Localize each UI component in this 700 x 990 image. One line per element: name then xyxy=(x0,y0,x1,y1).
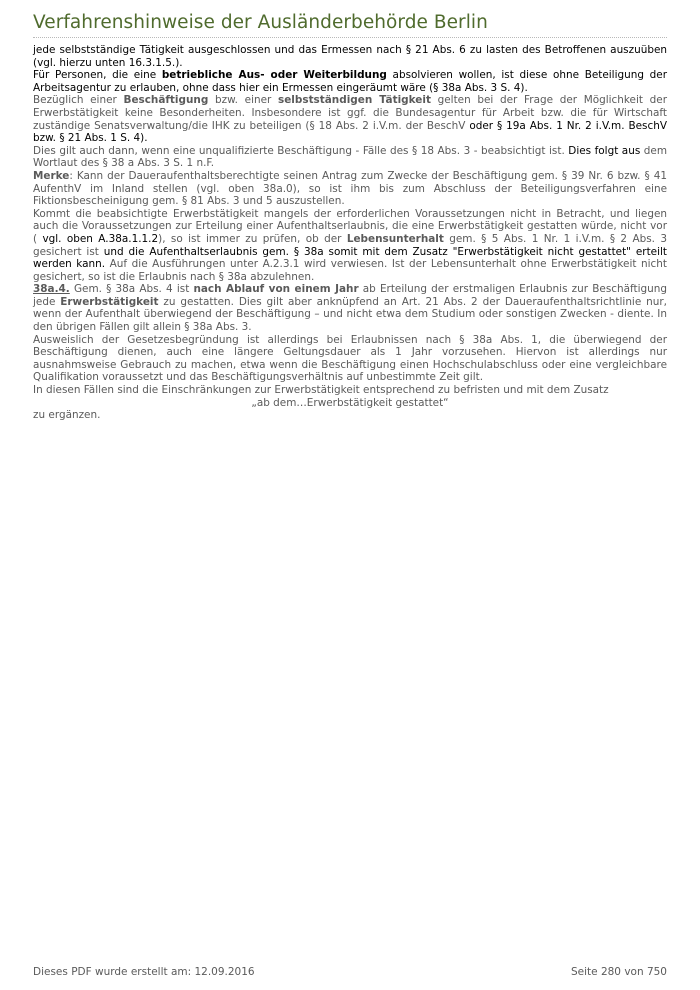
paragraph-2-text-b: absolvieren wollen, ist diese ohne Beteiligung der Arbeitsagentur zu erlauben, ohne dass hier ein Ermessen eingeräumt wäre (§ 38a Abs. 3 S. 4). xyxy=(33,69,667,94)
paragraph-4 xyxy=(33,145,667,170)
paragraph-10-text: „ab dem…Erwerbstätigkeit gestattet“ xyxy=(251,396,449,409)
paragraph-2-text-a: Für Personen, die eine xyxy=(33,69,162,82)
paragraph-5-text: : Kann der Daueraufenthaltsberechtigte seinen Antrag zum Zwecke der Beschäftigung gem. § 39 Nr. 6 bzw. § 41 AufenthV im Inland stellen (vgl. oben 38a.0), so ist ihm bis zum Abschluss der Beteiligungsverfahren eine Fiktionsbescheinigung gem. § 81 Abs. 3 und 5 auszustellen. xyxy=(33,169,667,208)
section-number: 38a.4. xyxy=(33,283,70,296)
paragraph-8 xyxy=(33,334,667,384)
paragraph-6-reference: vgl. oben A.38a.1.1.2 xyxy=(42,232,159,245)
paragraph-3-text-d: oder § 19a Abs. 1 Nr. 2 i.V.m. BeschV bzw. § 21 Abs. 1 S. 4). xyxy=(33,119,667,145)
paragraph-5 xyxy=(33,170,667,208)
paragraph-4-text-a: Dies gilt auch dann, wenn eine unqualifizierte Beschäftigung - Fälle des § 18 Abs. 3 - beabsichtigt ist. xyxy=(33,144,569,157)
paragraph-7-text-b: ab Erteilung der erstmaligen Erlaubnis zur Beschäftigung jede xyxy=(33,283,667,308)
paragraph-8-text: Ausweislich der Gesetzesbegründung ist allerdings bei Erlaubnissen nach § 38a Abs. 1, die überwiegend der Beschäftigung dienen, auch eine längere Geltungsdauer als 1 Jahr vorzusehen. Hiervon ist allerdings nur ausnahmsweise Gebrauch zu machen, etwa wenn die Beschäftigung einen Hochschulabschluss oder eine vergleichbare Qualifikation voraussetzt und das Beschäftigungsverhältnis auf unbestimmte Zeit gilt. xyxy=(33,333,667,384)
merke-label: Merke xyxy=(33,169,70,182)
paragraph-6-bold-a: Lebensunterhalt xyxy=(346,232,444,245)
paragraph-2 xyxy=(33,69,667,94)
paragraph-6-text-b: ), so ist immer zu prüfen, ob der xyxy=(158,232,347,245)
paragraph-7-text-c: zu gestatten. Dies gilt aber anknüpfend an Art. 21 Abs. 2 der Daueraufenthaltsrichtlinie nur, wenn der Aufenthalt überwiegend der Beschäftigung – und nicht etwa dem Studium oder sonstigen Zwecken - diente. In den übrigen Fällen gilt allein § 38a Abs. 3. xyxy=(33,295,667,334)
paragraph-10 xyxy=(33,397,667,410)
paragraph-6-text-c: gem. § 5 Abs. 1 Nr. 1 i.V.m. § 2 Abs. 3 gesichert ist xyxy=(33,232,667,258)
footer-page-number: Seite 280 von 750 xyxy=(570,966,667,978)
paragraph-6 xyxy=(33,208,667,284)
page-header xyxy=(33,10,667,38)
document-title: Verfahrenshinweise der Ausländerbehörde Berlin xyxy=(33,12,488,33)
paragraph-3-text-a: Bezüglich einer xyxy=(33,94,124,107)
paragraph-1-text: jede selbstständige Tätigkeit ausgeschlossen und das Ermessen nach § 21 Abs. 6 zu lasten des Betroffenen auszuüben (vgl. hierzu unten 16.3.1.5.). xyxy=(33,44,667,69)
paragraph-6-text-a: Kommt die beabsichtigte Erwerbstätigkeit mangels der erforderlichen Voraussetzungen nicht in Betracht, und liegen auch die Voraussetzungen zur Erteilung einer Aufenthaltserlaubnis, die eine Erwerbstätigkeit gestatten würde, nicht vor ( xyxy=(33,207,667,245)
paragraph-7-bold-b: Erwerbstätigkeit xyxy=(60,295,159,308)
paragraph-3-bold-a: Beschäftigung xyxy=(123,94,209,107)
paragraph-2-bold-a: betriebliche Aus- oder Weiterbildung xyxy=(161,69,387,82)
paragraph-4-text-c: dem Wortlaut des § 38 a Abs. 3 S. 1 n.F. xyxy=(33,144,667,170)
paragraph-7-bold-a: nach Ablauf von einem Jahr xyxy=(193,283,359,296)
paragraph-1 xyxy=(33,44,667,69)
paragraph-4-text-b: Dies folgt aus xyxy=(568,144,641,157)
document-body xyxy=(33,44,667,422)
paragraph-3-bold-b: selbstständigen Tätigkeit xyxy=(278,94,431,107)
paragraph-11 xyxy=(33,409,667,422)
paragraph-3-text-b: bzw. einer xyxy=(208,94,279,107)
footer-created-date: Dieses PDF wurde erstellt am: 12.09.2016 xyxy=(33,966,255,978)
paragraph-11-text: zu ergänzen. xyxy=(33,409,101,422)
paragraph-7-text-a: Gem. § 38a Abs. 4 ist xyxy=(69,283,194,296)
paragraph-3 xyxy=(33,94,667,144)
paragraph-6-text-d: und die Aufenthaltserlaubnis gem. § 38a somit mit dem Zusatz "Erwerbstätigkeit nicht gestattet" erteilt werden kann. xyxy=(33,245,667,271)
paragraph-7 xyxy=(33,283,667,333)
paragraph-6-text-e: Auf die Ausführungen unter A.2.3.1 wird verwiesen. Ist der Lebensunterhalt ohne Erwerbstätigkeit nicht gesichert, so ist die Erlaubnis nach § 38a abzulehnen. xyxy=(33,258,667,283)
paragraph-9 xyxy=(33,384,667,397)
paragraph-9-text: In diesen Fällen sind die Einschränkungen zur Erwerbstätigkeit entsprechend zu befristen und mit dem Zusatz xyxy=(33,384,609,397)
paragraph-3-text-c: gelten bei der Frage der Möglichkeit der Erwerbstätigkeit keine Besonderheiten. Insbesondere ist ggf. die Bundesagentur für Arbeit bzw. die für Wirtschaft zuständige Senatsverwaltung/die IHK zu beteiligen (§ 18 Abs. 2 i.V.m. der BeschV xyxy=(33,94,667,132)
